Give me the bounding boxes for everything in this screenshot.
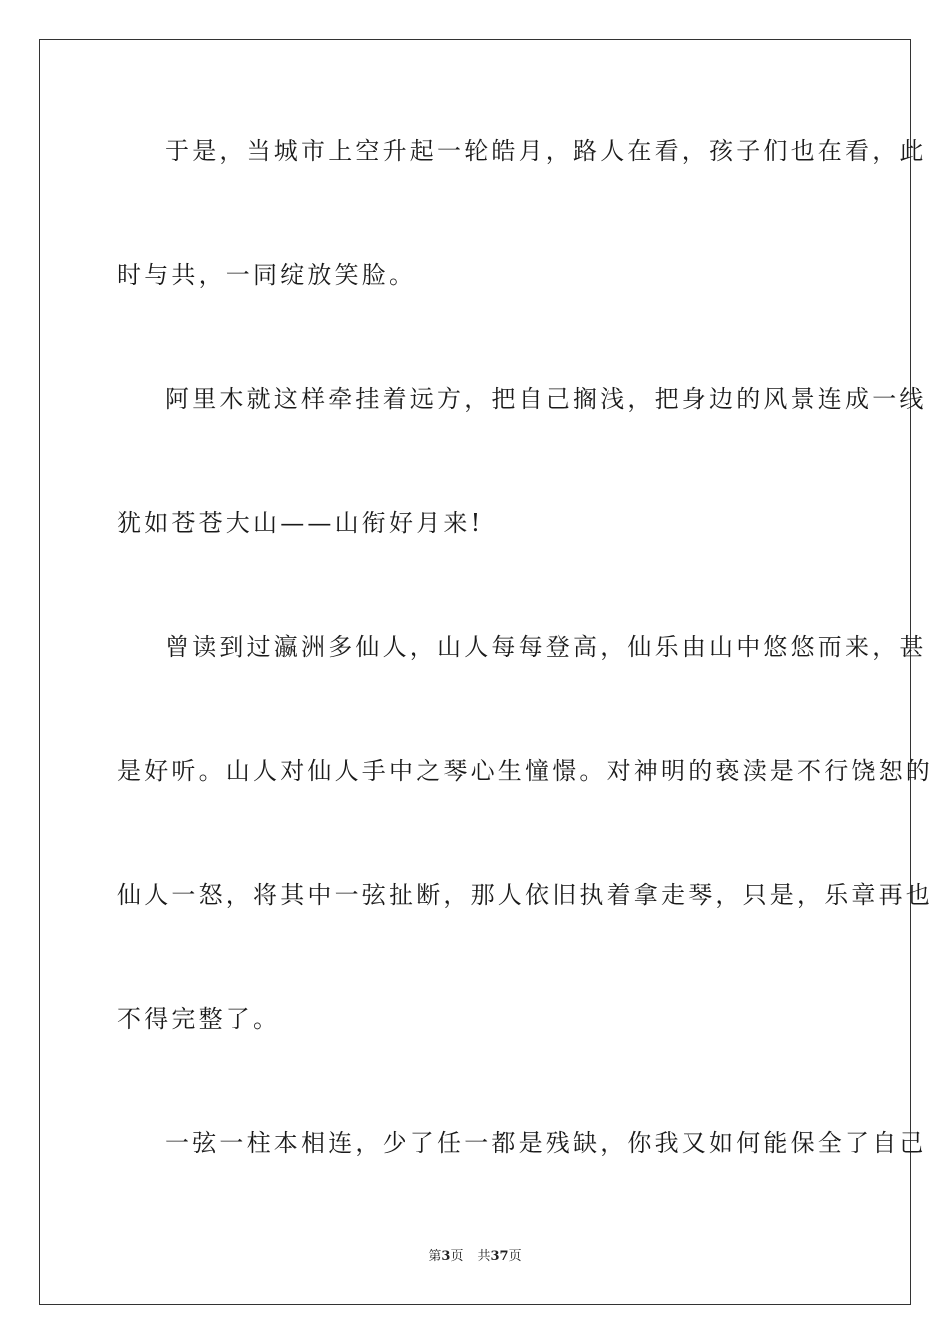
paragraph-line: 阿里木就这样牵挂着远方，把自己搁浅，把身边的风景连成一线 (165, 385, 927, 413)
paragraph-line: 仙人一怒，将其中一弦扯断，那人依旧执着拿走琴，只是，乐章再也 (117, 881, 933, 909)
total-pages: 37 (490, 1249, 509, 1264)
page-frame (39, 39, 933, 1305)
paragraph-line: 犹如苍苍大山——山衔好月来! (117, 509, 484, 537)
total-pages-suffix: 页 (508, 1249, 522, 1264)
paragraph-line: 是好听。山人对仙人手中之琴心生憧憬。对神明的亵渎是不行饶恕的 (117, 757, 933, 785)
paragraph-line: 不得完整了。 (117, 1005, 281, 1033)
paragraph-line: 时与共，一同绽放笑脸。 (117, 261, 417, 289)
page-number: 3 (441, 1249, 451, 1264)
paragraph-line: 于是，当城市上空升起一轮皓月，路人在看，孩子们也在看，此 (165, 137, 927, 165)
total-pages-prefix: 共 (477, 1249, 491, 1264)
page-number-prefix: 第 (428, 1249, 442, 1264)
paragraph-line: 曾读到过瀛洲多仙人，山人每每登高，仙乐由山中悠悠而来，甚 (165, 633, 927, 661)
page-number-suffix: 页 (450, 1249, 464, 1264)
page-footer (0, 1249, 950, 1265)
paragraph-line: 一弦一柱本相连，少了任一都是残缺，你我又如何能保全了自己 (165, 1129, 927, 1157)
